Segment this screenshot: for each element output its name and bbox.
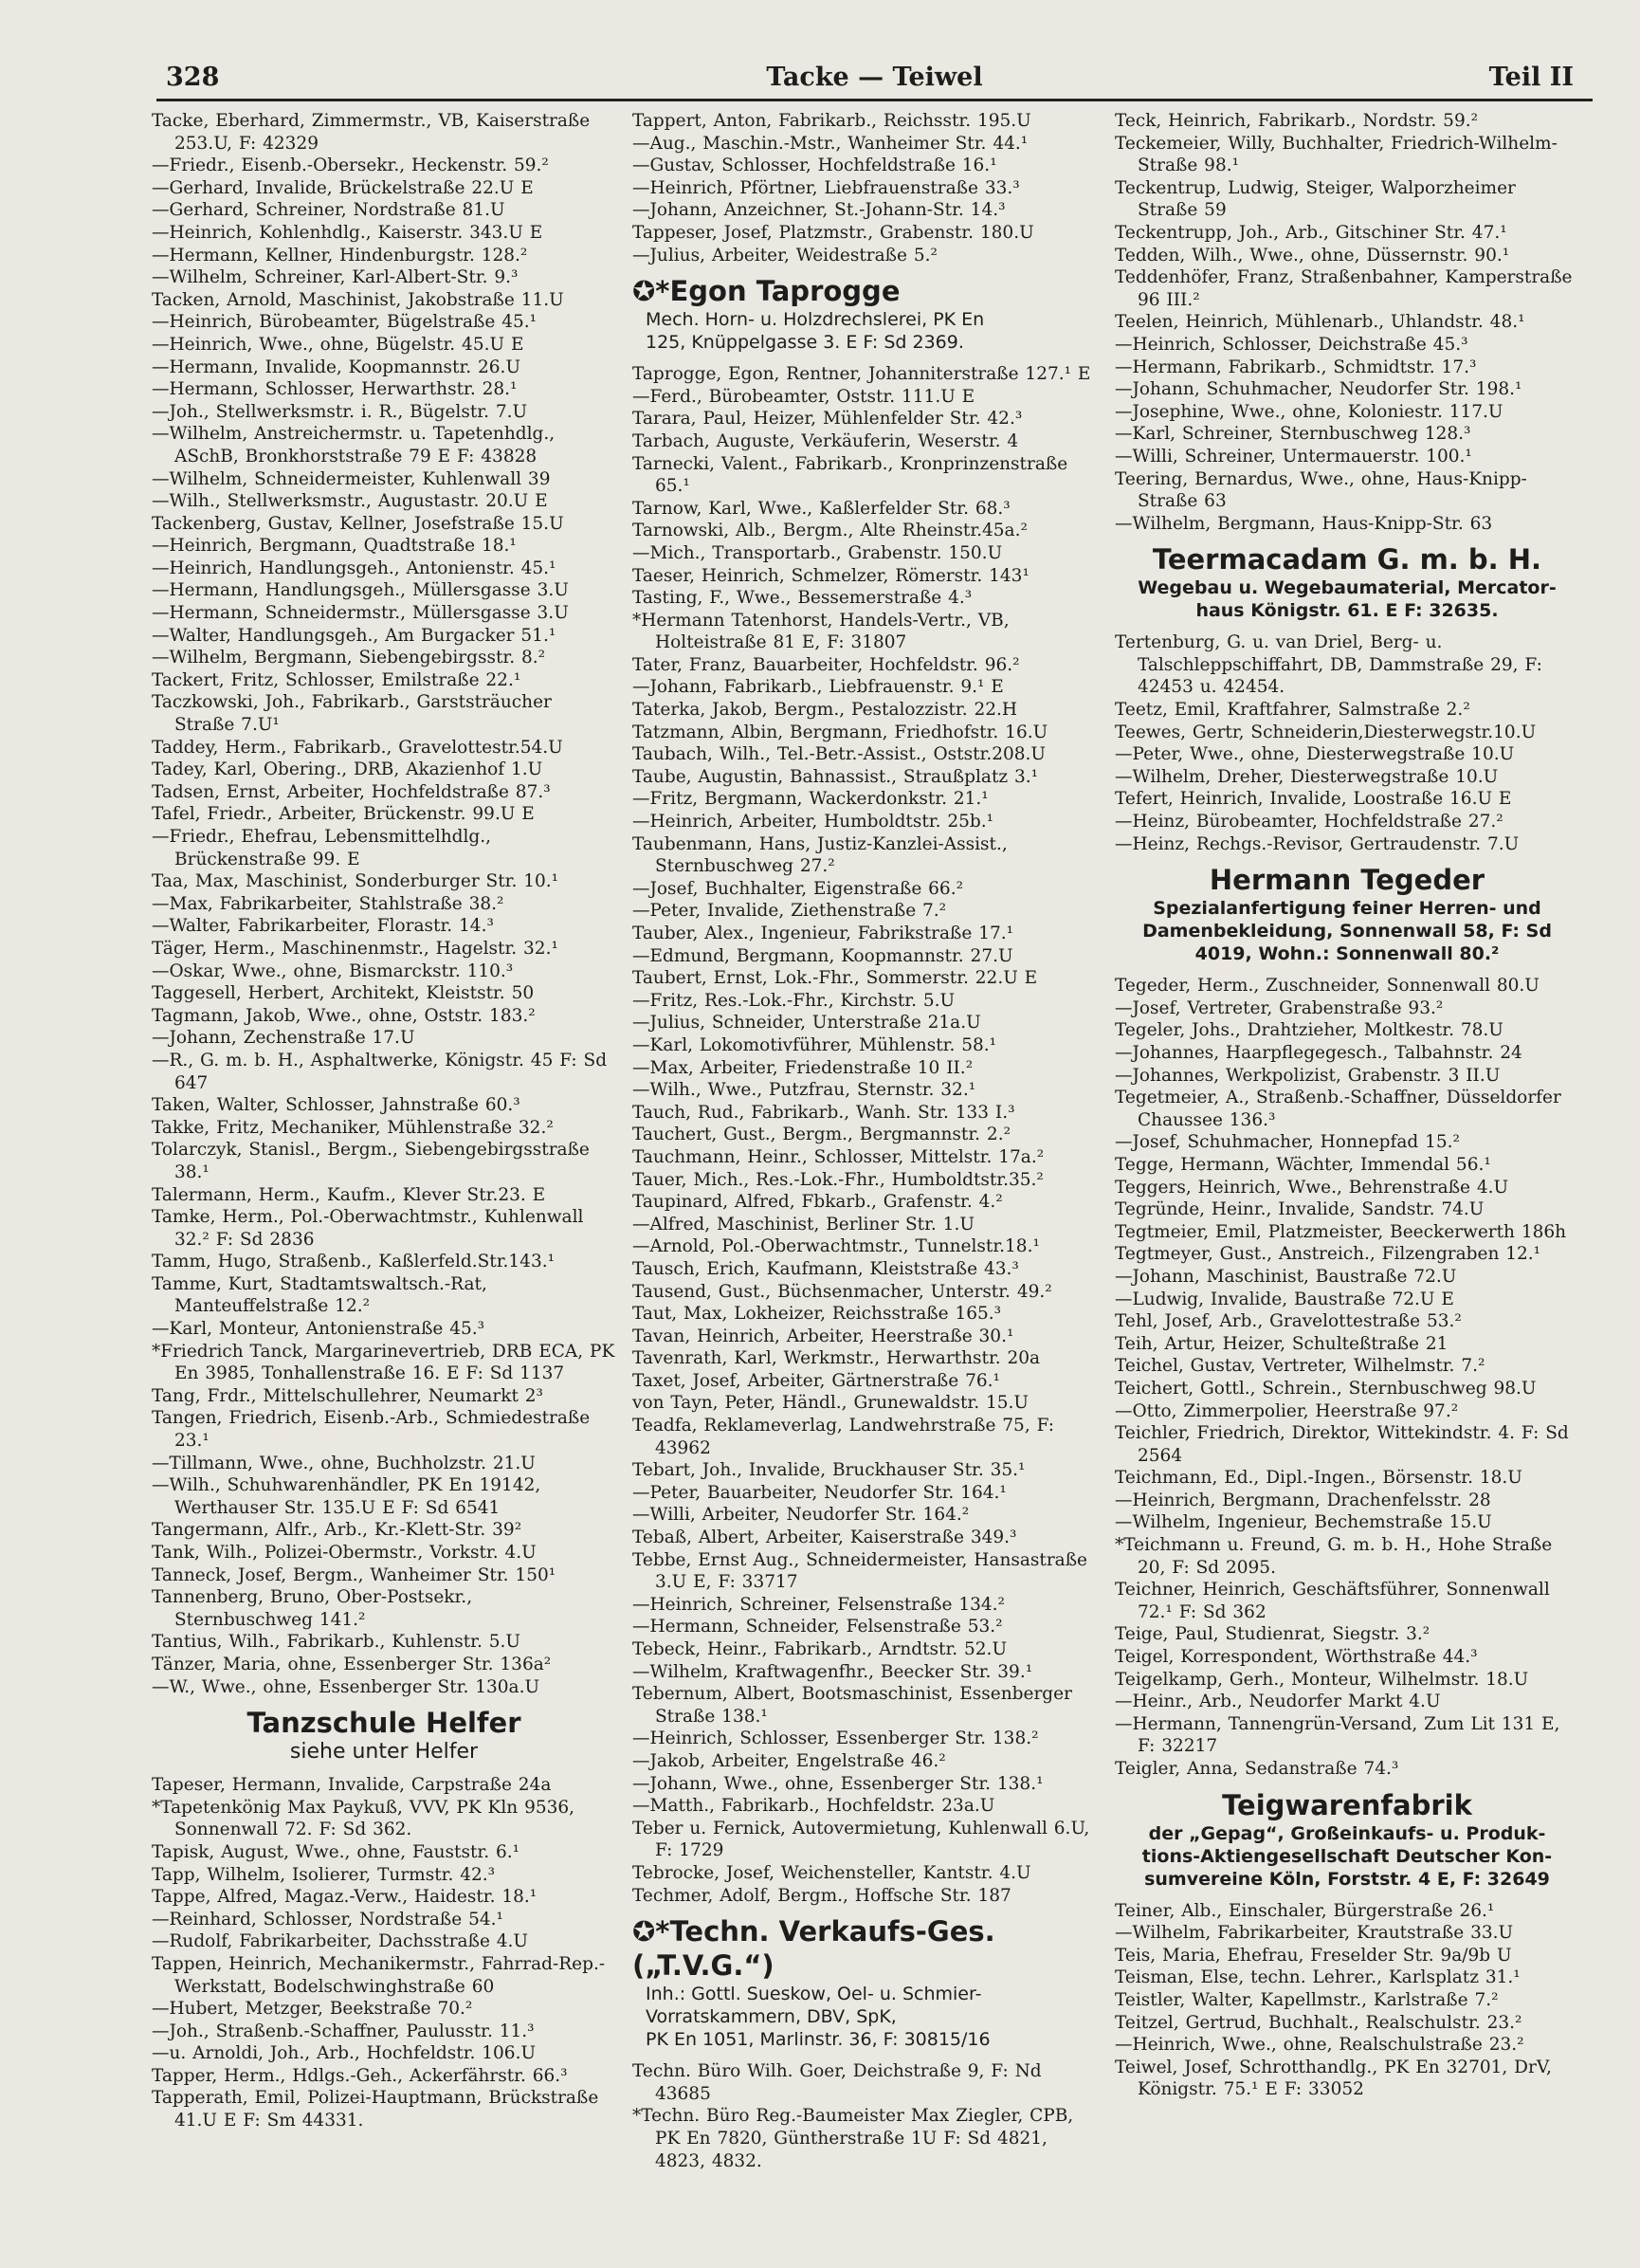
directory-entry: Tapperath, Emil, Polizei-Hauptmann, Brückstraße 41.U E F: Sm 44331.	[152, 2088, 599, 2131]
directory-entry: —Heinz, Bürobeamter, Hochfeldstraße 27.²	[1115, 812, 1503, 832]
directory-entry: —Hermann, Tannengrün-Versand, Zum Lit 131 E, F: 32217	[1115, 1713, 1560, 1757]
directory-entry: Teckentrupp, Joh., Arb., Gitschiner Str. 47.¹	[1115, 222, 1507, 243]
directory-entry: Tank, Wilh., Polizei-Obermstr., Vorkstr. 4.U	[152, 1543, 537, 1563]
directory-entry: —Karl, Schreiner, Sternbuschweg 128.³	[1115, 424, 1471, 445]
directory-entry: Tedden, Wilh., Wwe., ohne, Düssernstr. 90.¹	[1115, 245, 1510, 265]
directory-entry: Techn. Büro Wilh. Goer, Deichstraße 9, F: Nd 43685	[632, 2061, 1042, 2104]
directory-entry: Tauchert, Gust., Bergm., Bergmannstr. 2.²	[632, 1125, 1011, 1145]
directory-entry: Tauer, Mich., Res.-Lok.-Fhr., Humboldtstr.35.²	[632, 1169, 1044, 1190]
column-1	[152, 110, 616, 2243]
directory-entry: Tausend, Gust., Büchsenmacher, Unterstr. 49.²	[632, 1281, 1052, 1302]
directory-entry: —Julius, Arbeiter, Weidestraße 5.²	[632, 245, 938, 265]
directory-entry: Taddey, Herm., Fabrikarb., Gravelottestr.54.U	[152, 737, 563, 758]
directory-entry: Tangen, Friedrich, Eisenb.-Arb., Schmiedestraße 23.¹	[152, 1408, 591, 1452]
directory-entry: Tackenberg, Gustav, Kellner, Josefstraße 15.U	[152, 513, 564, 534]
directory-entry: —Heinrich, Pförtner, Liebfrauenstraße 33.³	[632, 177, 1020, 198]
directory-entry: Tarnecki, Valent., Fabrikarb., Kronprinzenstraße 65.¹	[632, 453, 1068, 497]
directory-entry: —Peter, Wwe., ohne, Diesterwegstraße 10.U	[1115, 744, 1515, 765]
directory-entry: —Josef, Buchhalter, Eigenstraße 66.²	[632, 878, 963, 899]
directory-entry: —Jakob, Arbeiter, Engelstraße 46.²	[632, 1750, 946, 1771]
directory-entry: —Hubert, Metzger, Beekstraße 70.²	[152, 1999, 473, 2020]
directory-entry: Tapisk, August, Wwe., ohne, Fauststr. 6.¹	[152, 1841, 520, 1862]
directory-entry: —Willi, Arbeiter, Neudorfer Str. 164.²	[632, 1505, 970, 1526]
advertisement	[632, 274, 1097, 354]
directory-entry: Tegeler, Johs., Drahtzieher, Moltkestr. 78.U	[1115, 1020, 1503, 1041]
directory-entry: —Heinrich, Handlungsgeh., Antonienstr. 45.¹	[152, 558, 556, 578]
directory-entry: *Tapetenkönig Max Paykuß, VVV, PK Kln 9536, Sonnenwall 72. F: Sd 362.	[152, 1797, 575, 1840]
directory-entry: Teige, Paul, Studienrat, Siegstr. 3.²	[1115, 1624, 1430, 1645]
directory-entry: Taterka, Jakob, Bergm., Pestalozzistr. 22.H	[632, 700, 1018, 721]
advertisement	[632, 1914, 1097, 2051]
directory-entry: —Julius, Schneider, Unterstraße 21a.U	[632, 1013, 981, 1033]
ad-line: haus Königstr. 61. E F: 32635.	[1195, 600, 1499, 622]
directory-entry: Tegtmeyer, Gust., Anstreich., Filzengraben 12.¹	[1115, 1244, 1541, 1265]
directory-entry: Tater, Franz, Bauarbeiter, Hochfeldstr. 96.²	[632, 654, 1020, 675]
directory-entry: Tegetmeier, A., Straßenb.-Schaffner, Düsseldorfer Chaussee 136.³	[1115, 1088, 1561, 1130]
directory-entry: —Mich., Transportarb., Grabenstr. 150.U	[632, 542, 1003, 563]
directory-entry: *Techn. Büro Reg.-Baumeister Max Ziegler, CPB, PK En 7820, Güntherstraße 1U F: Sd 4821, 4823, 4832.	[632, 2106, 1074, 2171]
directory-entry: Taubach, Wilh., Tel.-Betr.-Assist., Oststr.208.U	[632, 744, 1046, 765]
directory-entry: —Friedr., Ehefrau, Lebensmittelhdlg., Brückenstraße 99. E	[152, 827, 492, 869]
directory-entry: —Wilhelm, Kraftwagenfhr., Beecker Str. 39.¹	[632, 1661, 1033, 1682]
ad-line: der „Gepag“, Großeinkaufs- u. Produk-	[1148, 1822, 1546, 1844]
directory-entry: —Max, Arbeiter, Friedenstraße 10 II.²	[632, 1057, 974, 1078]
directory-entry: —Oskar, Wwe., ohne, Bismarckstr. 110.³	[152, 960, 514, 981]
directory-entry: —Johann, Schuhmacher, Neudorfer Str. 198.¹	[1115, 379, 1522, 400]
directory-entry: Teelen, Heinrich, Mühlenarb., Uhlandstr. 48.¹	[1115, 312, 1525, 333]
directory-entry: —Edmund, Bergmann, Koopmannstr. 27.U	[632, 945, 1013, 966]
directory-entry: Techmer, Adolf, Bergm., Hoffsche Str. 187	[632, 1885, 1011, 1906]
directory-entry: Tegge, Hermann, Wächter, Immendal 56.¹	[1115, 1154, 1491, 1175]
directory-entry: Teiwel, Josef, Schrotthandlg., PK En 32701, DrV, Königstr. 75.¹ E F: 33052	[1115, 2057, 1552, 2100]
directory-entry: Teichert, Gottl., Schrein., Sternbuschweg 98.U	[1115, 1378, 1537, 1399]
directory-entry: Tamm, Hugo, Straßenb., Kaßlerfeld.Str.143.¹	[152, 1252, 556, 1272]
part-label: Teil II	[1488, 63, 1574, 92]
directory-entry: Tangermann, Alfr., Arb., Kr.-Klett-Str. 39²	[152, 1520, 522, 1541]
directory-entry: Tappert, Anton, Fabrikarb., Reichsstr. 195.U	[632, 111, 1031, 131]
advertisement	[1115, 542, 1579, 622]
directory-entry: —Johann, Anzeichner, St.-Johann-Str. 14.³	[632, 200, 1006, 221]
directory-entry: Tefert, Heinrich, Invalide, Loostraße 16.U E	[1115, 789, 1512, 810]
ad-logo-title: ✪*Techn. Verkaufs-Ges. („T.V.G.“)	[632, 1915, 995, 1983]
directory-entry: Taczkowski, Joh., Fabrikarb., Garststräucher Straße 7.U¹	[152, 692, 552, 736]
directory-entry: —Hermann, Kellner, Hindenburgstr. 128.²	[152, 245, 528, 265]
directory-entry: Tadey, Karl, Obering., DRB, Akazienhof 1.U	[152, 759, 543, 780]
directory-entry: —Josephine, Wwe., ohne, Koloniestr. 117.U	[1115, 401, 1503, 422]
directory-entry: —Karl, Lokomotivführer, Mühlenstr. 58.¹	[632, 1034, 997, 1055]
directory-entry: —Hermann, Schneider, Felsenstraße 53.²	[632, 1617, 1003, 1637]
directory-entry: —Gerhard, Schreiner, Nordstraße 81.U	[152, 200, 505, 221]
ad-line: Inh.: Gottl. Sueskow, Oel- u. Schmier-	[646, 1984, 982, 2005]
directory-entry: Teigel, Korrespondent, Wörthstraße 44.³	[1115, 1647, 1478, 1668]
directory-entry: —u. Arnoldi, Joh., Arb., Hochfeldstr. 106.U	[152, 2043, 537, 2064]
directory-entry: Teckemeier, Willy, Buchhalter, Friedrich-Wilhelm-Straße 98.¹	[1115, 133, 1558, 176]
directory-entry: —Heinrich, Arbeiter, Humboldtstr. 25b.¹	[632, 812, 994, 832]
directory-entry: Tegtmeier, Emil, Platzmeister, Beeckerwerth 186h	[1115, 1221, 1567, 1242]
directory-entry: Teichner, Heinrich, Geschäftsführer, Sonnenwall 72.¹ F: Sd 362	[1115, 1580, 1550, 1622]
directory-entry: —Joh., Stellwerksmstr. i. R., Bügelstr. 7.U	[152, 401, 528, 422]
directory-entry: Teigler, Anna, Sedanstraße 74.³	[1115, 1759, 1399, 1779]
ad-title: Tanzschule Helfer	[246, 1707, 521, 1740]
directory-entry: *Teichmann u. Freund, G. m. b. H., Hohe Straße 20, F: Sd 2095.	[1115, 1535, 1553, 1578]
directory-entry: Tagmann, Jakob, Wwe., ohne, Oststr. 183.²	[152, 1005, 536, 1026]
directory-entry: Tapeser, Hermann, Invalide, Carpstraße 24a	[152, 1775, 552, 1796]
directory-entry: Tarnow, Karl, Wwe., Kaßlerfelder Str. 68.³	[632, 498, 1011, 519]
directory-entry: —Johannes, Werkpolizist, Grabenstr. 3 II.U	[1115, 1065, 1501, 1086]
page-header	[156, 61, 1593, 101]
directory-entry: —Joh., Straßenb.-Schaffner, Paulusstr. 11.³	[152, 2021, 535, 2041]
directory-entry: —Wilhelm, Schreiner, Karl-Albert-Str. 9.³	[152, 267, 519, 288]
directory-entry: Tamme, Kurt, Stadtamtswaltsch.-Rat, Manteuffelstraße 12.²	[152, 1273, 487, 1317]
directory-entry: —Johann, Fabrikarb., Liebfrauenstr. 9.¹ E	[632, 677, 1004, 698]
directory-entry: Taubenmann, Hans, Justiz-Kanzlei-Assist., Sternbuschweg 27.²	[632, 833, 1008, 877]
ad-line: tions-Aktiengesellschaft Deutscher Kon-	[1141, 1845, 1553, 1867]
directory-entry: —Heinrich, Wwe., ohne, Realschulstraße 23.²	[1115, 2035, 1524, 2056]
directory-entry: Tebeck, Heinr., Fabrikarb., Arndtstr. 52.U	[632, 1639, 1008, 1659]
directory-entry: Tebaß, Albert, Arbeiter, Kaiserstraße 349.³	[632, 1527, 1017, 1548]
directory-entry: Tavenrath, Karl, Werkmstr., Herwarthstr. 20a	[632, 1348, 1041, 1369]
directory-entry: Tackert, Fritz, Schlosser, Emilstraße 22.¹	[152, 669, 521, 690]
directory-entry: —Tillmann, Wwe., ohne, Buchholzstr. 21.U	[152, 1453, 536, 1473]
directory-entry: Tafel, Friedr., Arbeiter, Brückenstr. 99.U E	[152, 804, 535, 825]
directory-entry: Teggers, Heinrich, Wwe., Behrenstraße 4.U	[1115, 1177, 1509, 1198]
directory-entry: —Johann, Wwe., ohne, Essenberger Str. 138.¹	[632, 1773, 1044, 1794]
directory-entry: —Reinhard, Schlosser, Nordstraße 54.¹	[152, 1909, 503, 1930]
directory-entry: Teistler, Walter, Kapellmstr., Karlstraße 7.²	[1115, 1989, 1499, 2010]
directory-entry: —Heinz, Rechgs.-Revisor, Gertraudenstr. 7.U	[1115, 833, 1520, 854]
directory-entry: Tausch, Erich, Kaufmann, Kleiststraße 43.³	[632, 1258, 1019, 1279]
directory-entry: —Hermann, Invalide, Koopmannstr. 26.U	[152, 357, 521, 377]
directory-entry: Tapp, Wilhelm, Isolierer, Turmstr. 42.³	[152, 1864, 496, 1885]
directory-entry: —Heinrich, Schlosser, Essenberger Str. 138.²	[632, 1728, 1039, 1749]
advertisement	[152, 1706, 616, 1765]
directory-entry: —Johann, Zechenstraße 17.U	[152, 1028, 415, 1049]
directory-entry: —Friedr., Eisenb.-Obersekr., Heckenstr. 59.²	[152, 155, 549, 176]
directory-entry: Taeser, Heinrich, Schmelzer, Römerstr. 143¹	[632, 565, 1030, 586]
directory-entry: —Hermann, Schneidermstr., Müllersgasse 3.U	[152, 603, 569, 624]
directory-entry: —Wilhelm, Schneidermeister, Kuhlenwall 39	[152, 468, 551, 489]
directory-entry: Tanneck, Josef, Bergm., Wanheimer Str. 150¹	[152, 1564, 556, 1585]
directory-entry: —Wilh., Stellwerksmstr., Augustastr. 20.U E	[152, 491, 548, 512]
directory-entry: Taupinard, Alfred, Fbkarb., Grafenstr. 4.²	[632, 1192, 1003, 1213]
directory-entry: —Hermann, Fabrikarb., Schmidtstr. 17.³	[1115, 357, 1477, 377]
directory-entry: *Hermann Tatenhorst, Handels-Vertr., VB, Holteistraße 81 E, F: 31807	[632, 610, 1010, 653]
directory-entry: Teichler, Friedrich, Direktor, Wittekindstr. 4. F: Sd 2564	[1115, 1423, 1569, 1466]
directory-entry: Tegründe, Heinr., Invalide, Sandstr. 74.U	[1115, 1199, 1485, 1220]
directory-entry: Teadfa, Reklameverlag, Landwehrstraße 75, F: 43962	[632, 1416, 1054, 1458]
directory-entry: —Peter, Invalide, Ziethenstraße 7.²	[632, 901, 947, 922]
directory-entry: —Heinrich, Bergmann, Drachenfelsstr. 28	[1115, 1490, 1491, 1510]
directory-entry: Taxet, Josef, Arbeiter, Gärtnerstraße 76.¹	[632, 1370, 1000, 1391]
directory-entry: Takke, Fritz, Mechaniker, Mühlenstraße 32.²	[152, 1117, 554, 1138]
directory-entry: Taut, Max, Lokheizer, Reichsstraße 165.³	[632, 1304, 1002, 1325]
directory-entry: Tebernum, Albert, Bootsmaschinist, Essenberger Straße 138.¹	[632, 1684, 1072, 1727]
ad-line: Spezialanfertigung feiner Herren- und	[1153, 898, 1541, 920]
ad-line: Damenbekleidung, Sonnenwall 58, F: Sd	[1142, 921, 1552, 942]
directory-entry: Teddenhöfer, Franz, Straßenbahner, Kamperstraße 96 III.²	[1115, 267, 1573, 310]
ad-line: 125, Knüppelgasse 3. E F: Sd 2369.	[646, 332, 964, 354]
directory-entry: —Otto, Zimmerpolier, Heerstraße 97.²	[1115, 1400, 1459, 1421]
directory-entry: Teering, Bernardus, Wwe., ohne, Haus-Knipp-Straße 63	[1115, 468, 1527, 512]
directory-entry: Tebbe, Ernst Aug., Schneidermeister, Hansastraße 3.U E, F: 33717	[632, 1549, 1088, 1593]
directory-entry: Teber u. Fernick, Autovermietung, Kuhlenwall 6.U, F: 1729	[632, 1818, 1090, 1861]
column-3	[1115, 110, 1579, 2243]
directory-entry: —Wilhelm, Bergmann, Haus-Knipp-Str. 63	[1115, 513, 1493, 534]
directory-entry: —W., Wwe., ohne, Essenberger Str. 130a.U	[152, 1676, 540, 1697]
directory-entry: —Wilhelm, Fabrikarbeiter, Krautstraße 33.U	[1115, 1923, 1514, 1944]
directory-entry: —Gerhard, Invalide, Brückelstraße 22.U E	[152, 177, 534, 198]
directory-entry: —Gustav, Schlosser, Hochfeldstraße 16.¹	[632, 155, 997, 176]
ad-title: Teermacadam G. m. b. H.	[1152, 543, 1542, 576]
advertisement	[1115, 1788, 1579, 1891]
directory-entry: —Arnold, Pol.-Oberwachtmstr., Tunnelstr.18.¹	[632, 1236, 1040, 1257]
directory-entry: —Fritz, Bergmann, Wackerdonkstr. 21.¹	[632, 789, 989, 810]
ad-subtitle: siehe unter Helfer	[289, 1740, 479, 1765]
directory-entry: Tegeder, Herm., Zuschneider, Sonnenwall 80.U	[1115, 976, 1540, 997]
directory-entry: Taggesell, Herbert, Architekt, Kleiststr. 50	[152, 983, 535, 1004]
directory-entry: Tänzer, Maria, ohne, Essenberger Str. 136a²	[152, 1654, 552, 1674]
ad-line: Wegebau u. Wegebaumaterial, Mercator-	[1138, 577, 1557, 599]
directory-entry: —R., G. m. b. H., Asphaltwerke, Königstr. 45 F: Sd 647	[152, 1050, 608, 1093]
advertisement	[1115, 863, 1579, 965]
directory-entry: Tappeser, Josef, Platzmstr., Grabenstr. 180.U	[632, 222, 1034, 243]
directory-entry: Taubert, Ernst, Lok.-Fhr., Sommerstr. 22.U E	[632, 968, 1038, 989]
directory-entry: Talermann, Herm., Kaufm., Klever Str.23. E	[152, 1184, 546, 1205]
directory-entry: Teigelkamp, Gerh., Monteur, Wilhelmstr. 18.U	[1115, 1669, 1529, 1690]
directory-entry: Tatzmann, Albin, Bergmann, Friedhofstr. 16.U	[632, 722, 1048, 742]
directory-entry: Teis, Maria, Ehefrau, Freselder Str. 9a/9b U	[1115, 1945, 1512, 1966]
ad-logo-title: ✪*Egon Taprogge	[632, 275, 901, 308]
directory-entry: Taa, Max, Maschinist, Sonderburger Str. 10.¹	[152, 871, 559, 892]
directory-entry: Tappe, Alfred, Magaz.-Verw., Haidestr. 18.¹	[152, 1887, 538, 1908]
ad-line: Vorratskammern, DBV, SpK,	[646, 2006, 897, 2028]
directory-entry: Tolarczyk, Stanisl., Bergm., Siebengebirgsstraße 38.¹	[152, 1140, 590, 1182]
directory-entry: —Josef, Vertreter, Grabenstraße 93.²	[1115, 997, 1444, 1018]
directory-entry: Teiner, Alb., Einschaler, Bürgerstraße 26.¹	[1115, 1900, 1495, 1921]
directory-entry: —Wilhelm, Anstreichermstr. u. Tapetenhdlg., ASchB, Bronkhorststraße 79 E F: 43828	[152, 424, 556, 466]
directory-entry: —Josef, Schuhmacher, Honnepfad 15.²	[1115, 1132, 1460, 1153]
directory-entry: Tasting, F., Wwe., Bessemerstraße 4.³	[632, 588, 973, 609]
directory-entry: Tannenberg, Bruno, Ober-Postsekr., Sternbuschweg 141.²	[152, 1587, 473, 1630]
directory-entry: Tacke, Eberhard, Zimmermstr., VB, Kaiserstraße 253.U, F: 42329	[152, 111, 591, 154]
directory-entry: —Walter, Fabrikarbeiter, Florastr. 14.³	[152, 916, 494, 937]
directory-entry: Tang, Frdr., Mittelschullehrer, Neumarkt 2³	[152, 1385, 543, 1406]
directory-entry: —Alfred, Maschinist, Berliner Str. 1.U	[632, 1214, 975, 1235]
ad-title: Teigwarenfabrik	[1222, 1788, 1472, 1821]
ad-title: Hermann Tegeder	[1209, 864, 1485, 897]
directory-entry: Teckentrup, Ludwig, Steiger, Walporzheimer Straße 59	[1115, 177, 1516, 221]
directory-entry: —Heinrich, Bergmann, Quadtstraße 18.¹	[152, 536, 517, 557]
directory-entry: Tamke, Herm., Pol.-Oberwachtmstr., Kuhlenwall 32.² F: Sd 2836	[152, 1207, 584, 1250]
directory-entry: Tapper, Herm., Hdlgs.-Geh., Ackerfährstr. 66.³	[152, 2065, 568, 2086]
directory-entry: —Hermann, Handlungsgeh., Müllersgasse 3.U	[152, 580, 569, 601]
directory-entry: —Rudolf, Fabrikarbeiter, Dachsstraße 4.U	[152, 1931, 529, 1952]
directory-entry: *Friedrich Tanck, Margarinevertrieb, DRB ECA, PK En 3985, Tonhallenstraße 16. E F: Sd 1137	[152, 1341, 615, 1384]
directory-entry: Tauchmann, Heinr., Schlosser, Mittelstr. 17a.²	[632, 1146, 1045, 1167]
directory-entry: —Wilhelm, Bergmann, Siebengebirgsstr. 8.²	[152, 648, 546, 668]
directory-entry: —Heinrich, Schreiner, Felsenstraße 134.²	[632, 1594, 1005, 1615]
directory-entry: —Heinr., Arb., Neudorfer Markt 4.U	[1115, 1692, 1441, 1712]
directory-entry: —Hermann, Schlosser, Herwarthstr. 28.¹	[152, 379, 518, 400]
column-2	[632, 110, 1097, 2243]
directory-entry: Taprogge, Egon, Rentner, Johanniterstraße 127.¹ E	[632, 364, 1091, 385]
directory-entry: —Heinrich, Bürobeamter, Bügelstraße 45.¹	[152, 312, 538, 333]
directory-entry: Tauber, Alex., Ingenieur, Fabrikstraße 17.¹	[632, 924, 1014, 943]
directory-entry: —Matth., Fabrikarb., Hochfeldstr. 23a.U	[632, 1796, 995, 1817]
directory-entry: —Johannes, Haarpflegegesch., Talbahnstr. 24	[1115, 1043, 1522, 1063]
directory-entry: —Aug., Maschin.-Mstr., Wanheimer Str. 44.¹	[632, 133, 1029, 154]
directory-entry: Tehl, Josef, Arb., Gravelottestraße 53.²	[1115, 1311, 1462, 1332]
directory-entry: —Max, Fabrikarbeiter, Stahlstraße 38.²	[152, 893, 504, 914]
directory-entry: Täger, Herm., Maschinenmstr., Hagelstr. 32.¹	[152, 938, 558, 959]
directory-entry: —Walter, Handlungsgeh., Am Burgacker 51.¹	[152, 625, 556, 646]
ad-line: Mech. Horn- u. Holzdrechslerei, PK En	[646, 309, 985, 331]
directory-entry: Tarnowski, Alb., Bergm., Alte Rheinstr.45a.²	[632, 521, 1028, 541]
directory-entry: —Fritz, Res.-Lok.-Fhr., Kirchstr. 5.U	[632, 990, 956, 1011]
directory-entry: Teih, Artur, Heizer, Schulteßtraße 21	[1115, 1333, 1449, 1354]
directory-entry: Tantius, Wilh., Fabrikarb., Kuhlenstr. 5.U	[152, 1632, 520, 1653]
directory-entry: —Heinrich, Kohlenhdlg., Kaiserstr. 343.U E	[152, 222, 543, 243]
directory-entry: —Wilhelm, Dreher, Diesterwegstraße 10.U	[1115, 766, 1499, 787]
directory-entry: Teitzel, Gertrud, Buchhalt., Realschulstr. 23.²	[1115, 2012, 1522, 2033]
directory-entry: Taken, Walter, Schlosser, Jahnstraße 60.³	[152, 1095, 520, 1116]
directory-entry: Taube, Augustin, Bahnassist., Straußplatz 3.¹	[632, 766, 1039, 787]
ad-line: 4019, Wohn.: Sonnenwall 80.²	[1194, 943, 1500, 965]
directory-entry: Tauch, Rud., Fabrikarb., Wanh. Str. 133 I.³	[632, 1102, 1015, 1123]
directory-entry: Tebart, Joh., Invalide, Bruckhauser Str. 35.¹	[632, 1460, 1026, 1481]
directory-entry: —Johann, Maschinist, Baustraße 72.U	[1115, 1266, 1457, 1287]
directory-entry: —Willi, Schreiner, Untermauerstr. 100.¹	[1115, 446, 1472, 466]
directory-entry: Tadsen, Ernst, Arbeiter, Hochfeldstraße 87.³	[152, 781, 551, 802]
directory-entry: —Wilh., Schuhwarenhändler, PK En 19142, Werthauser Str. 135.U E F: Sd 6541	[152, 1475, 541, 1518]
directory-entry: Teck, Heinrich, Fabrikarb., Nordstr. 59.²	[1115, 111, 1479, 131]
ad-line: PK En 1051, Marlinstr. 36, F: 30815/16	[646, 2029, 991, 2051]
directory-entry: —Heinrich, Schlosser, Deichstraße 45.³	[1115, 334, 1468, 355]
directory-entry: Tappen, Heinrich, Mechanikermstr., Fahrrad-Rep.-Werkstatt, Bodelschwinghstraße 60	[152, 1953, 606, 1997]
directory-entry: Tertenburg, G. u. van Driel, Berg- u. Talschleppschiffahrt, DB, Dammstraße 29, F: 42453 u. 42454.	[1115, 632, 1542, 698]
directory-entry: Teichel, Gustav, Vertreter, Wilhelmstr. 7.²	[1115, 1356, 1485, 1377]
directory-entry: Tacken, Arnold, Maschinist, Jakobstraße 11.U	[152, 289, 564, 310]
directory-entry: Teewes, Gertr, Schneiderin,Diesterwegstr.10.U	[1115, 722, 1537, 742]
directory-entry: —Karl, Monteur, Antonienstraße 45.³	[152, 1319, 485, 1340]
directory-entry: Tebrocke, Josef, Weichensteller, Kantstr. 4.U	[632, 1862, 1031, 1883]
directory-entry: —Wilhelm, Ingenieur, Bechemstraße 15.U	[1115, 1512, 1492, 1533]
directory-entry: —Heinrich, Wwe., ohne, Bügelstr. 45.U E	[152, 334, 524, 355]
directory-entry: Teichmann, Ed., Dipl.-Ingen., Börsenstr. 18.U	[1115, 1468, 1522, 1489]
directory-entry: —Ferd., Bürobeamter, Oststr. 111.U E	[632, 386, 975, 407]
directory-entry: Tavan, Heinrich, Arbeiter, Heerstraße 30.¹	[632, 1326, 1014, 1346]
page-number: 328	[166, 63, 220, 92]
ad-line: sumvereine Köln, Forststr. 4 E, F: 32649	[1144, 1868, 1550, 1890]
directory-entry: Teetz, Emil, Kraftfahrer, Salmstraße 2.²	[1115, 700, 1470, 721]
directory-entry: —Wilh., Wwe., Putzfrau, Sternstr. 32.¹	[632, 1080, 976, 1101]
directory-entry: Tarara, Paul, Heizer, Mühlenfelder Str. 42.³	[632, 409, 1023, 430]
directory-entry: von Tayn, Peter, Händl., Grunewaldstr. 15.U	[632, 1393, 1029, 1414]
directory-entry: Tarbach, Auguste, Verkäuferin, Weserstr. 4	[632, 430, 1019, 451]
directory-entry: —Peter, Bauarbeiter, Neudorfer Str. 164.¹	[632, 1482, 1007, 1503]
directory-entry: Teisman, Else, techn. Lehrer., Karlsplatz 31.¹	[1115, 1967, 1521, 1988]
directory-entry: —Ludwig, Invalide, Baustraße 72.U E	[1115, 1289, 1454, 1309]
page-title: Tacke — Teiwel	[766, 63, 983, 92]
